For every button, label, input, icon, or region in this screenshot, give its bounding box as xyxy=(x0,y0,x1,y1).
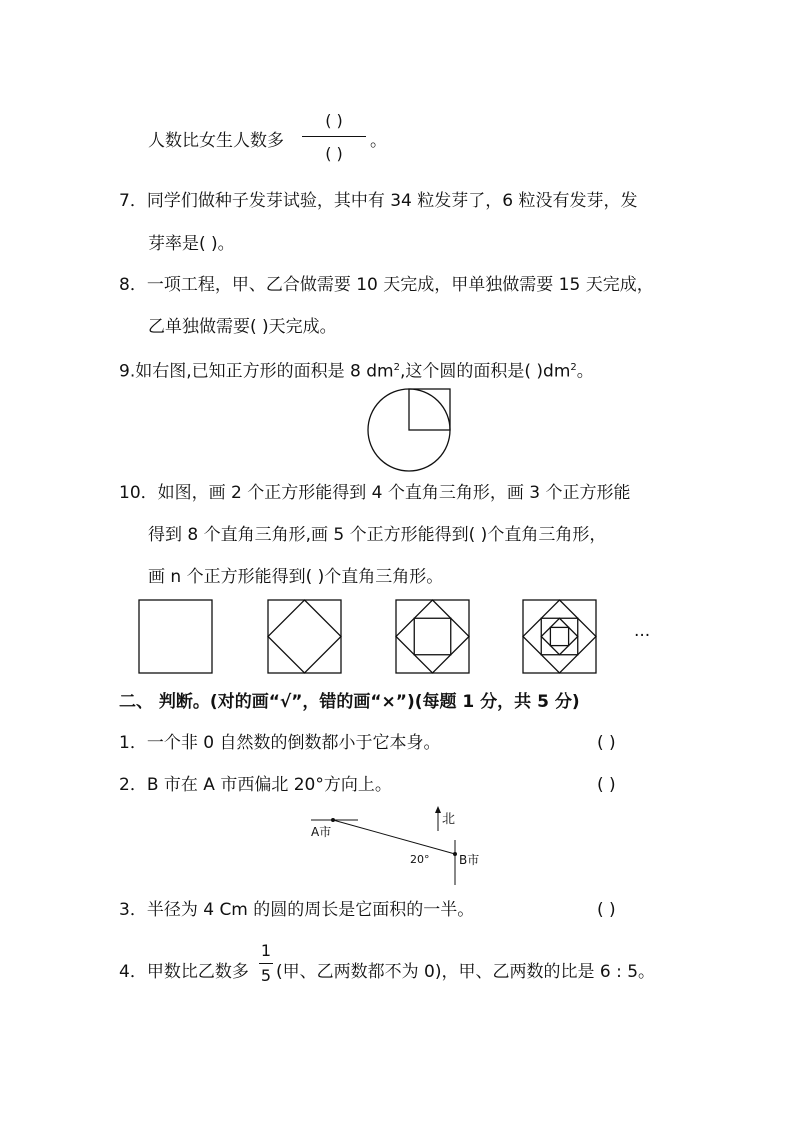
squares-figure-2 xyxy=(267,599,343,675)
q6-fraction-numerator[interactable]: ( ) xyxy=(325,111,343,130)
q9-sup2: 2 xyxy=(570,362,577,373)
q9-part-a: 9.如右图,已知正方形的面积是 8 dm xyxy=(119,361,394,382)
judge-item-4-pre: 4．甲数比乙数多 xyxy=(119,962,249,982)
q9-part-b: ,这个圆的面积是( )dm xyxy=(399,361,571,382)
squares-figure-1 xyxy=(138,599,214,675)
q8-line1: 8．一项工程，甲、乙合做需要 10 天完成，甲单独做需要 15 天完成， xyxy=(119,275,654,295)
q6-tail-text: 人数比女生人数多 xyxy=(148,131,284,151)
squares-figure-3 xyxy=(395,599,471,675)
judge-item-4-post: (甲、乙两数都不为 0)，甲、乙两数的比是 6 : 5。 xyxy=(276,962,656,982)
circle-square-figure xyxy=(368,387,454,473)
q8-line2: 乙单独做需要( )天完成。 xyxy=(148,317,337,337)
judge-item-2: 2．B 市在 A 市西偏北 20°方向上。 xyxy=(119,775,392,795)
q6-fraction-bar xyxy=(302,136,366,137)
q9-part-c: 。 xyxy=(576,361,594,382)
section2-heading: 二、 判断。(对的画“√”，错的画“×”)(每题 1 分，共 5 分) xyxy=(119,692,580,712)
label-city-b: B市 xyxy=(459,853,480,867)
direction-diagram xyxy=(308,803,498,888)
q10-line3: 画 n 个正方形能得到( )个直角三角形。 xyxy=(148,567,444,587)
q10-line2: 得到 8 个直角三角形,画 5 个正方形能得到( )个直角三角形， xyxy=(148,525,607,545)
q10-line1: 10．如图，画 2 个正方形能得到 4 个直角三角形，画 3 个正方形能 xyxy=(119,483,631,503)
q4-fraction-bar xyxy=(259,963,273,964)
label-city-a: A市 xyxy=(311,825,332,839)
q4-fraction-denominator: 5 xyxy=(260,966,272,985)
figures-ellipsis: ··· xyxy=(634,626,651,646)
q9-text xyxy=(119,358,594,382)
q4-fraction-numerator: 1 xyxy=(260,941,272,960)
q7-line2: 芽率是( )。 xyxy=(148,234,235,254)
label-north: 北 xyxy=(442,812,456,827)
judge-answer-3[interactable]: ( ) xyxy=(597,900,616,920)
q9-sup1: 2 xyxy=(393,362,400,373)
q6-fraction-denominator[interactable]: ( ) xyxy=(325,144,343,163)
q7-line1: 7．同学们做种子发芽试验，其中有 34 粒发芽了，6 粒没有发芽，发 xyxy=(119,191,638,211)
judge-answer-1[interactable]: ( ) xyxy=(597,733,616,753)
judge-item-3: 3．半径为 4 Cm 的圆的周长是它面积的一半。 xyxy=(119,900,475,920)
label-angle: 20° xyxy=(410,853,430,866)
judge-answer-2[interactable]: ( ) xyxy=(597,775,616,795)
squares-figure-4 xyxy=(522,599,598,675)
q6-end: 。 xyxy=(370,131,387,151)
judge-item-1: 1．一个非 0 自然数的倒数都小于它本身。 xyxy=(119,733,441,753)
